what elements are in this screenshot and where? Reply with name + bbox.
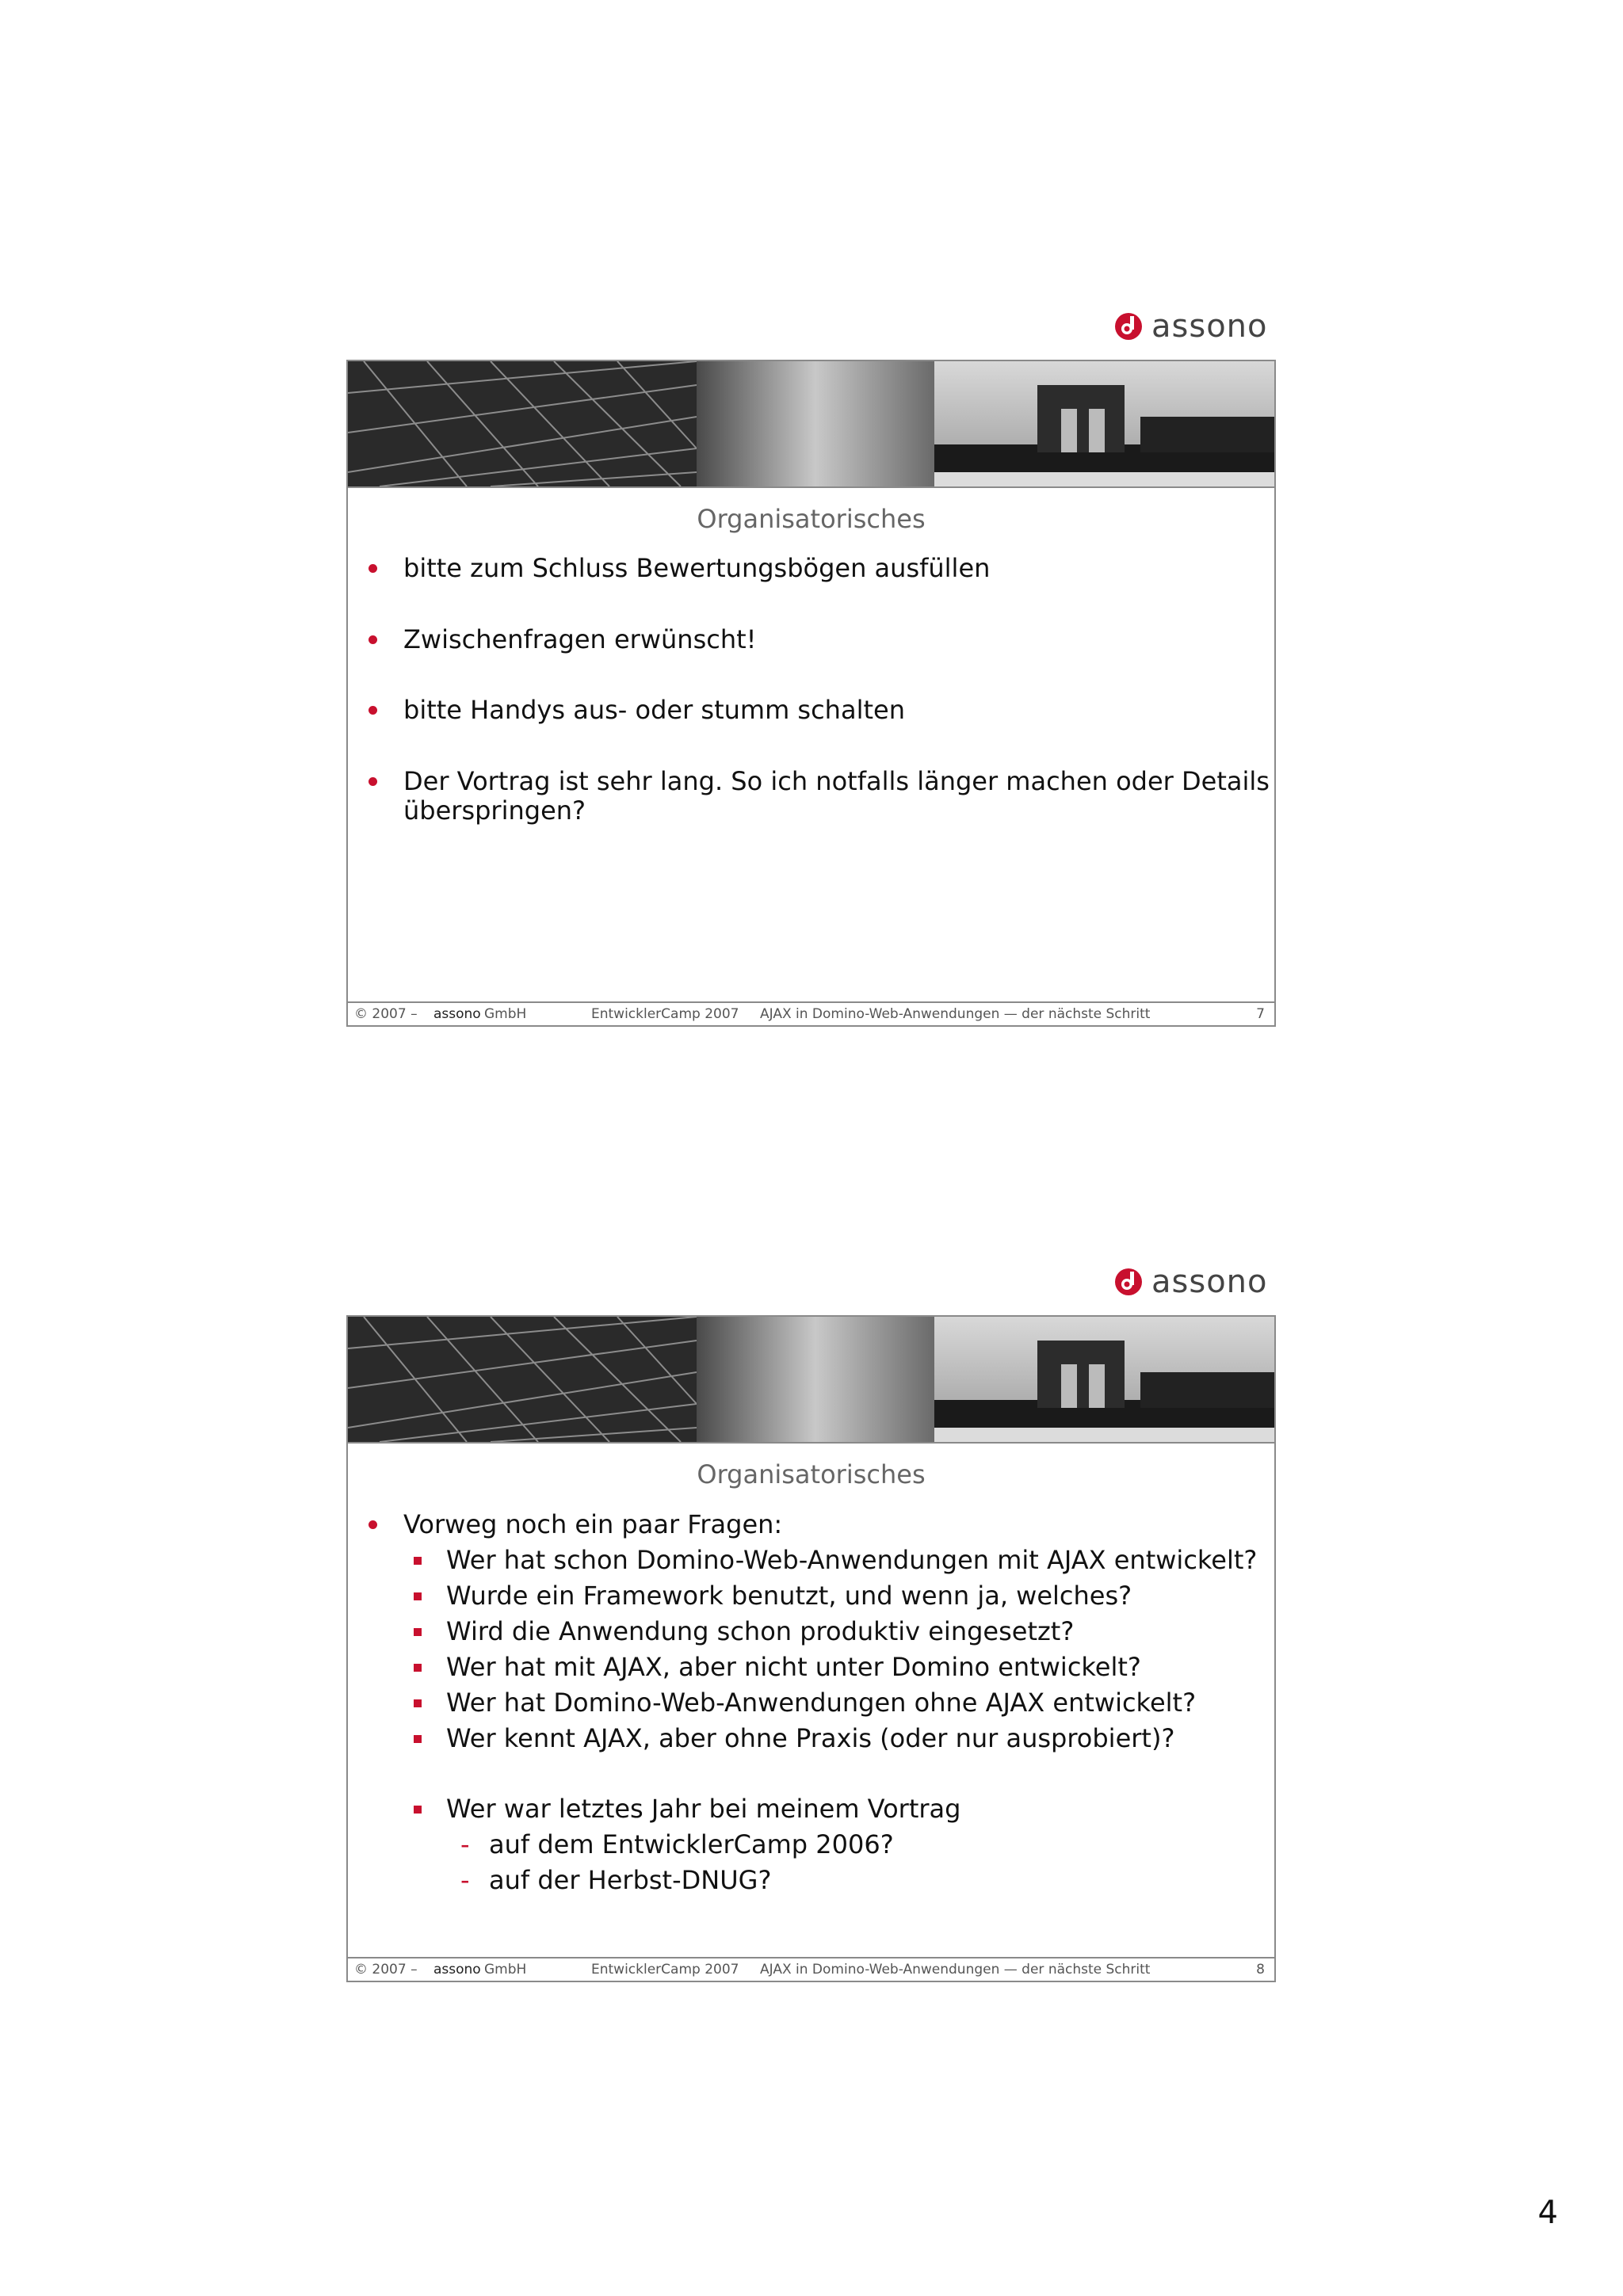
slide-footer <box>348 1001 1274 1025</box>
banner-photo <box>348 1317 1274 1444</box>
sub-sub-bullet-dash: - <box>460 1865 470 1895</box>
footer-company-suffix: GmbH <box>484 1006 527 1022</box>
bullet-dot <box>369 706 377 715</box>
footer-page-number: 7 <box>1256 1006 1265 1022</box>
slide-title: Organisatorisches <box>697 504 926 534</box>
bullet-dot <box>369 777 377 786</box>
assono-logo <box>1113 1266 1268 1298</box>
footer-copyright: © 2007 – <box>354 1962 418 1978</box>
slide-footer <box>348 1957 1274 1981</box>
question-text: Wer hat Domino-Web-Anwendungen ohne AJAX entwickelt? <box>446 1688 1197 1718</box>
sub-bullet-square <box>414 1628 422 1636</box>
slide-title: Organisatorisches <box>697 1459 926 1489</box>
sub-bullet-square <box>414 1592 422 1600</box>
footer-company-brand: assono <box>433 1962 481 1978</box>
logo-text: assono <box>1151 308 1268 345</box>
banner-photo <box>348 361 1274 488</box>
sub-bullet-square <box>414 1557 422 1565</box>
slide-8 <box>346 1315 1276 1982</box>
document-page-number: 4 <box>1537 2195 1558 2231</box>
footer-company-suffix: GmbH <box>484 1962 527 1978</box>
sub-item-text: auf der Herbst-DNUG? <box>489 1865 772 1895</box>
footer-talk: AJAX in Domino-Web-Anwendungen — der nächste Schritt <box>760 1006 1151 1022</box>
question-text: Wer war letztes Jahr bei meinem Vortrag <box>446 1794 961 1824</box>
footer-talk: AJAX in Domino-Web-Anwendungen — der nächste Schritt <box>760 1962 1151 1978</box>
footer-event: EntwicklerCamp 2007 <box>591 1006 739 1022</box>
question-text: Wer kennt AJAX, aber ohne Praxis (oder nur ausprobiert)? <box>446 1723 1175 1753</box>
sub-sub-bullet-dash: - <box>460 1829 470 1859</box>
assono-logo-icon <box>1113 311 1144 341</box>
bullet-text: bitte zum Schluss Bewertungsbögen ausfüllen <box>403 553 991 583</box>
bullet-text: Zwischenfragen erwünscht! <box>403 624 757 654</box>
footer-copyright: © 2007 – <box>354 1006 418 1022</box>
bullet-text: Vorweg noch ein paar Fragen: <box>403 1509 783 1539</box>
sub-bullet-square <box>414 1699 422 1707</box>
assono-logo <box>1113 308 1268 345</box>
question-text: Wird die Anwendung schon produktiv eingesetzt? <box>446 1616 1075 1646</box>
question-text: Wer hat schon Domino-Web-Anwendungen mit AJAX entwickelt? <box>446 1545 1258 1575</box>
bullet-text: Der Vortrag ist sehr lang. So ich notfalls länger machen oder Details <box>403 766 1270 796</box>
sub-bullet-square <box>414 1664 422 1672</box>
slide-7 <box>346 360 1276 1027</box>
logo-text: assono <box>1151 1264 1268 1300</box>
footer-event: EntwicklerCamp 2007 <box>591 1962 739 1978</box>
question-text: Wer hat mit AJAX, aber nicht unter Domino entwickelt? <box>446 1652 1141 1682</box>
footer-page-number: 8 <box>1256 1962 1265 1978</box>
footer-company-brand: assono <box>433 1006 481 1022</box>
bullet-dot <box>369 564 377 573</box>
bullet-dot <box>369 1520 377 1529</box>
question-text: Wurde ein Framework benutzt, und wenn ja, welches? <box>446 1581 1132 1611</box>
bullet-dot <box>369 635 377 644</box>
bullet-text: bitte Handys aus- oder stumm schalten <box>403 695 905 725</box>
bullet-text-continued: überspringen? <box>403 795 586 826</box>
sub-bullet-square <box>414 1806 422 1814</box>
assono-logo-icon <box>1113 1267 1144 1297</box>
sub-item-text: auf dem EntwicklerCamp 2006? <box>489 1829 894 1859</box>
sub-bullet-square <box>414 1735 422 1743</box>
